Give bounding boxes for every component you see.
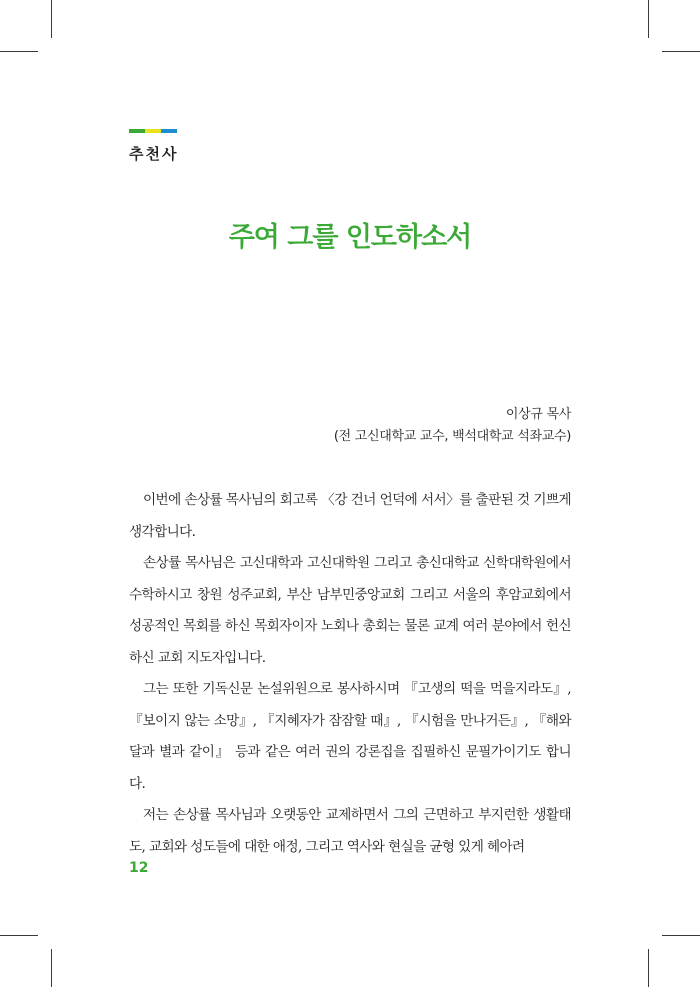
section-color-bar [129, 129, 177, 133]
crop-mark-top-right [648, 0, 649, 38]
body-text [129, 485, 571, 863]
section-bar-green [129, 129, 145, 133]
crop-mark-top-right-horizontal [662, 51, 700, 52]
section-bar-yellow [145, 129, 161, 133]
author-affiliation: (전 고신대학교 교수, 백석대학교 석좌교수) [333, 429, 571, 444]
page-title: 주여 그를 인도하소서 [228, 222, 472, 253]
author-block [334, 404, 571, 448]
author-name: 이상규 목사 [505, 407, 571, 422]
crop-mark-bottom-left-horizontal [0, 935, 38, 936]
crop-mark-top-left [51, 0, 52, 38]
crop-mark-bottom-right-horizontal [662, 935, 700, 936]
body-paragraph-2: 손상률 목사님은 고신대학과 고신대학원 그리고 총신대학교 신학대학원에서 수학하시고 창원 성주교회, 부산 남부민중앙교회 그리고 서울의 후암교회에서 성공적인 목회를 하신 목회자이자 노회나 총회는 물론 교계 여러 분야에서 헌신하신 교회 지도자입니다. [129, 555, 571, 666]
body-paragraph-4: 저는 손상률 목사님과 오랫동안 교제하면서 그의 근면하고 부지런한 생활태도, 교회와 성도들에 대한 애정, 그리고 역사와 현실을 균형 있게 헤아려 [129, 807, 571, 855]
section-label: 추천사 [129, 145, 179, 163]
body-paragraph-1: 이번에 손상률 목사님의 회고록 〈강 건너 언덕에 서서〉를 출판된 것 기쁘게 생각합니다. [129, 492, 571, 540]
page-number: 12 [129, 860, 149, 876]
section-bar-blue [161, 129, 177, 133]
crop-mark-top-left-horizontal [0, 51, 38, 52]
crop-mark-bottom-left [51, 949, 52, 987]
crop-mark-bottom-right [648, 949, 649, 987]
body-paragraph-3: 그는 또한 기독신문 논설위원으로 봉사하시며 『고생의 떡을 먹을지라도』, 『보이지 않는 소망』, 『지혜자가 잠잠할 때』, 『시험을 만나거든』, 『해와 달과 별과 같이』 등과 같은 여러 권의 강론집을 집필하신 문필가이기도 합니다. [129, 681, 571, 792]
